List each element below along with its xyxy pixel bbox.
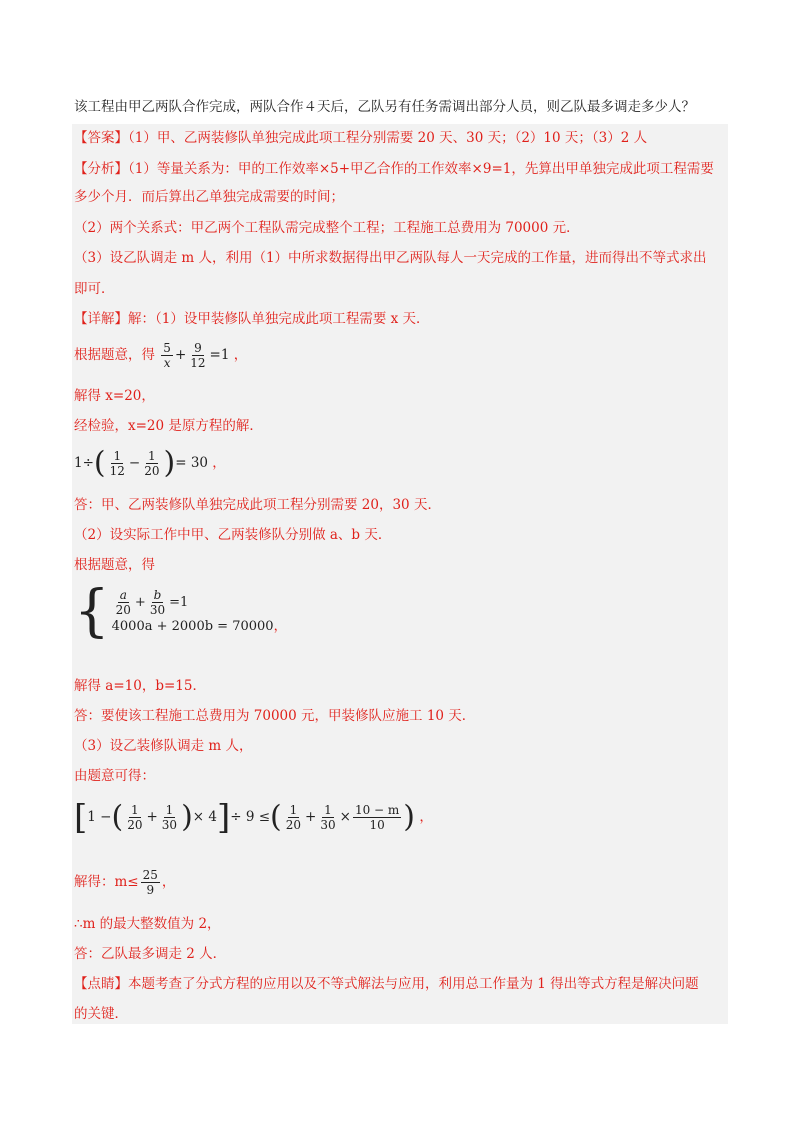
fraction: $\frac{1}{30}$ (161, 803, 178, 832)
part-3-intro: （3）设乙装修队调走 m 人， (74, 738, 253, 754)
analysis-line-2: 多少个月．而后算出乙单独完成需要的时间； (74, 189, 344, 205)
inequality: [1 −( $\frac{1}{20}$ + $\frac{1}{30}$ )× 4]÷ 9 ≤( $\frac{1}{20}$ + $\frac{1}{30}$ × $\frac{10 - m}{10}$ ) ， (74, 797, 433, 838)
system-brace: { (74, 579, 110, 644)
step-3-prefix: 由题意可得： (74, 768, 155, 784)
question-text: 该工程由甲乙两队合作完成，两队合作４天后，乙队另有任务需调出部分人员，则乙队最多调走多少人？ (74, 99, 695, 115)
detail-tag: 【详解】 (74, 311, 128, 327)
equation-system (74, 580, 287, 644)
analysis-line-1: 【分析】（1）等量关系为：甲的工作效率×5+甲乙合作的工作效率×9=1，先算出甲单独完成此项工程需要 (74, 161, 714, 177)
fraction: $\frac{1}{20}$ (285, 803, 302, 832)
check-line: 经检验，x=20 是原方程的解． (74, 418, 263, 434)
solve-x-line: 解得 x=20， (74, 388, 155, 404)
step-2-prefix: 根据题意，得 (74, 557, 155, 573)
answer-line (74, 128, 647, 148)
max-m-line: ∴m 的最大整数值为 2， (74, 916, 221, 932)
comment-tag: 【点睛】 (74, 976, 128, 992)
analysis-line-3: （2）两个关系式：甲乙两个工程队需完成整个工程；工程施工总费用为 70000 元． (74, 220, 580, 236)
part-2-intro: （2）设实际工作中甲、乙两装修队分别做 a、b 天． (74, 527, 392, 543)
fraction: $\frac{b}{30}$ (149, 587, 166, 617)
solve-m-line: 解得：m≤ $\frac{25}{9}$ ， (74, 868, 176, 897)
answer-1-line: 答：甲、乙两装修队单独完成此项工程分别需要 20，30 天． (74, 497, 441, 513)
equation-1: 根据题意，得 $\frac{5}{x}$ + $\frac{9}{12}$ =1 ， (74, 341, 248, 370)
fraction: $\frac{1}{30}$ (320, 803, 336, 832)
analysis-line-5: 即可． (74, 281, 115, 297)
fraction: $\frac{1}{20}$ (144, 449, 160, 478)
analysis-line-4: （3）设乙队调走 m 人，利用（1）中所求数据得出甲乙两队每人一天完成的工作量，进而得出不等式求出 (74, 250, 707, 266)
comment-line-1: 【点睛】本题考查了分式方程的应用以及不等式解法与应用，利用总工作量为 1 得出等式方程是解决问题 (74, 976, 699, 992)
comment-line-2: 的关键． (74, 1006, 128, 1022)
fraction: $\frac{1}{20}$ (127, 803, 143, 832)
system-row-2: 4000a + 2000b = 70000， (111, 618, 287, 634)
equation-2: 1÷( $\frac{1}{12}$ − $\frac{1}{20}$ )= 30 ， (74, 445, 226, 481)
solve-ab-line: 解得 a=10，b=15． (74, 678, 206, 694)
fraction: $\frac{a}{20}$ (115, 587, 131, 617)
analysis-tag: 【分析】 (74, 161, 128, 177)
answer-text: （1）甲、乙两装修队单独完成此项工程分别需要 20 天、30 天；（2）10 天；（3）2 人 (128, 130, 648, 146)
answer-tag: 【答案】 (74, 130, 128, 146)
fraction: $\frac{25}{9}$ (142, 868, 158, 897)
system-row-1: $\frac{a}{20}$ + $\frac{b}{30}$ =1 (115, 587, 189, 617)
fraction: $\frac{5}{x}$ (163, 341, 171, 370)
fraction: $\frac{10 - m}{10}$ (354, 803, 400, 832)
fraction: $\frac{9}{12}$ (190, 341, 206, 370)
fraction: $\frac{1}{12}$ (109, 449, 125, 478)
answer-3-line: 答：乙队最多调走 2 人． (74, 946, 227, 962)
answer-2-line: 答：要使该工程施工总费用为 70000 元，甲装修队应施工 10 天． (74, 708, 476, 724)
detail-intro-line: 【详解】解：（1）设甲装修队单独完成此项工程需要 x 天． (74, 311, 430, 327)
